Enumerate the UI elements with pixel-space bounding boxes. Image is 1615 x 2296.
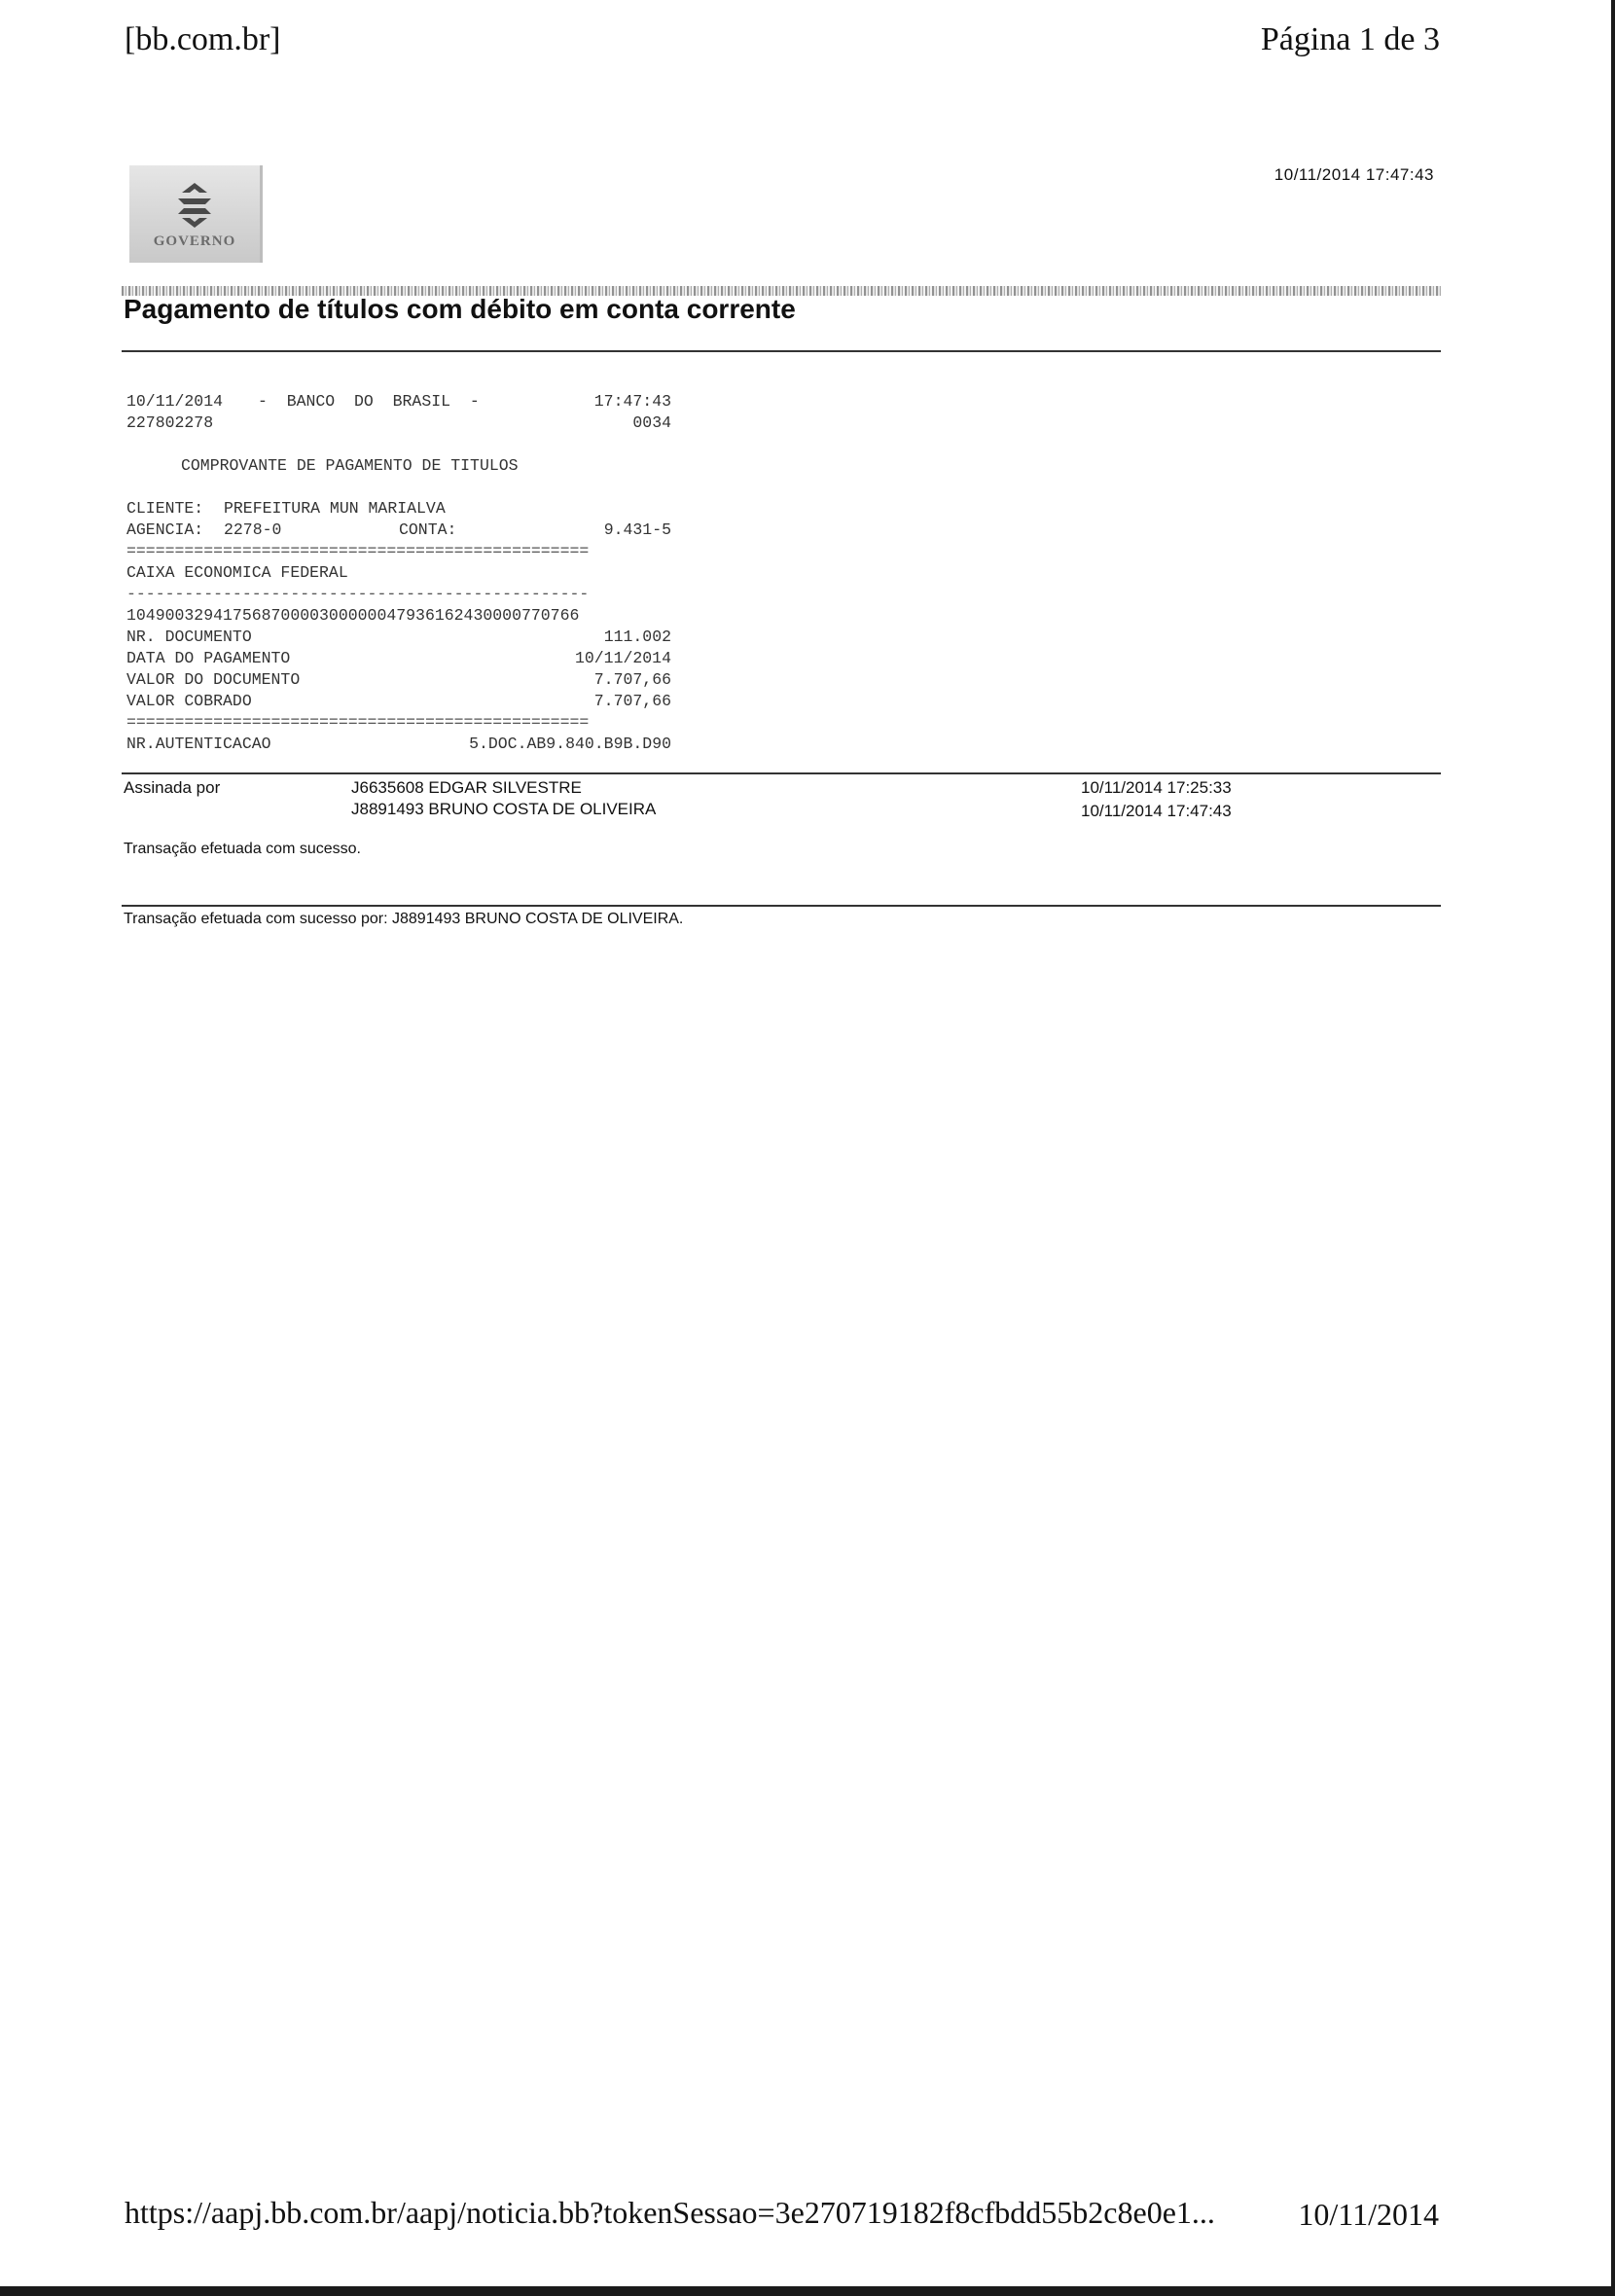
signer-datetime: 10/11/2014 17:47:43 [1081, 802, 1232, 820]
cliente-row [126, 498, 671, 520]
page-edge-bottom [0, 2286, 1615, 2296]
separator-double: ================================================ [126, 542, 590, 560]
receipt-heading: COMPROVANTE DE PAGAMENTO DE TITULOS [181, 456, 519, 475]
footer-rule [122, 905, 1441, 907]
line-value: 111.002 [603, 628, 671, 646]
governo-logo [129, 165, 263, 263]
logo-text: GOVERNO [153, 233, 236, 249]
line-label: VALOR DO DOCUMENTO [126, 670, 301, 689]
receipt-date: 10/11/2014 [126, 392, 224, 411]
footer-url: https://aapj.bb.com.br/aapj/noticia.bb?tokenSessao=3e270719182f8cfbdd55b2c8e0e1... [125, 2195, 1215, 2230]
receipt-line [126, 669, 671, 691]
footer-date: 10/11/2014 [1298, 2197, 1439, 2232]
receipt-line [126, 627, 671, 648]
receipt-time: 17:47:43 [593, 392, 671, 411]
cliente-label: CLIENTE: [126, 499, 204, 518]
page-title: Pagamento de títulos com débito em conta corrente [124, 294, 796, 324]
success-by-message: Transação efetuada com sucesso por: J8891493 BRUNO COSTA DE OLIVEIRA. [124, 911, 684, 927]
conta-value: 9.431-5 [603, 520, 671, 539]
page-edge-right [1611, 0, 1615, 2296]
line-label: VALOR COBRADO [126, 692, 252, 710]
auth-row [126, 734, 671, 755]
beneficiary: CAIXA ECONOMICA FEDERAL [126, 563, 348, 582]
agencia-row [126, 520, 671, 541]
line-label: NR. DOCUMENTO [126, 628, 252, 646]
bb-logo-icon [170, 179, 219, 228]
beneficiary-row [126, 562, 671, 584]
receipt-id-row [126, 413, 671, 434]
payment-receipt [126, 391, 671, 755]
header-source: [bb.com.br] [125, 21, 281, 57]
barcode-row [126, 605, 671, 627]
receipt-header-row [126, 391, 671, 413]
agencia-label: AGENCIA: [126, 520, 204, 539]
receipt-code: 0034 [632, 413, 671, 432]
receipt-id: 227802278 [126, 413, 214, 432]
receipt-heading-row [126, 455, 671, 477]
signer-name: J8891493 BRUNO COSTA DE OLIVEIRA [351, 800, 657, 818]
line-value: 7.707,66 [593, 692, 671, 710]
auth-value: 5.DOC.AB9.840.B9B.D90 [469, 735, 671, 753]
signatures-rule [122, 772, 1441, 774]
cliente-value: PREFEITURA MUN MARIALVA [224, 499, 446, 518]
separator-double-bottom: ================================================ [126, 713, 590, 732]
receipt-line [126, 648, 671, 669]
signer-datetime: 10/11/2014 17:25:33 [1081, 778, 1232, 797]
barcode-number: 10490032941756870000300000047936162430000770766 [126, 606, 580, 625]
page-indicator: Página 1 de 3 [1260, 21, 1440, 57]
separator-single: ------------------------------------------------ [126, 585, 590, 603]
title-rule [122, 350, 1441, 352]
receipt-line [126, 691, 671, 712]
signer-name: J6635608 EDGAR SILVESTRE [351, 778, 582, 797]
line-value: 7.707,66 [593, 670, 671, 689]
print-timestamp: 10/11/2014 17:47:43 [1274, 165, 1434, 184]
auth-label: NR.AUTENTICACAO [126, 735, 271, 753]
line-value: 10/11/2014 [574, 649, 671, 667]
conta-label: CONTA: [399, 520, 457, 539]
receipt-bank: - BANCO DO BRASIL - [258, 392, 480, 411]
signed-by-label: Assinada por [124, 778, 221, 797]
agencia-value: 2278-0 [224, 520, 282, 539]
line-label: DATA DO PAGAMENTO [126, 649, 291, 667]
success-message: Transação efetuada com sucesso. [124, 841, 361, 857]
